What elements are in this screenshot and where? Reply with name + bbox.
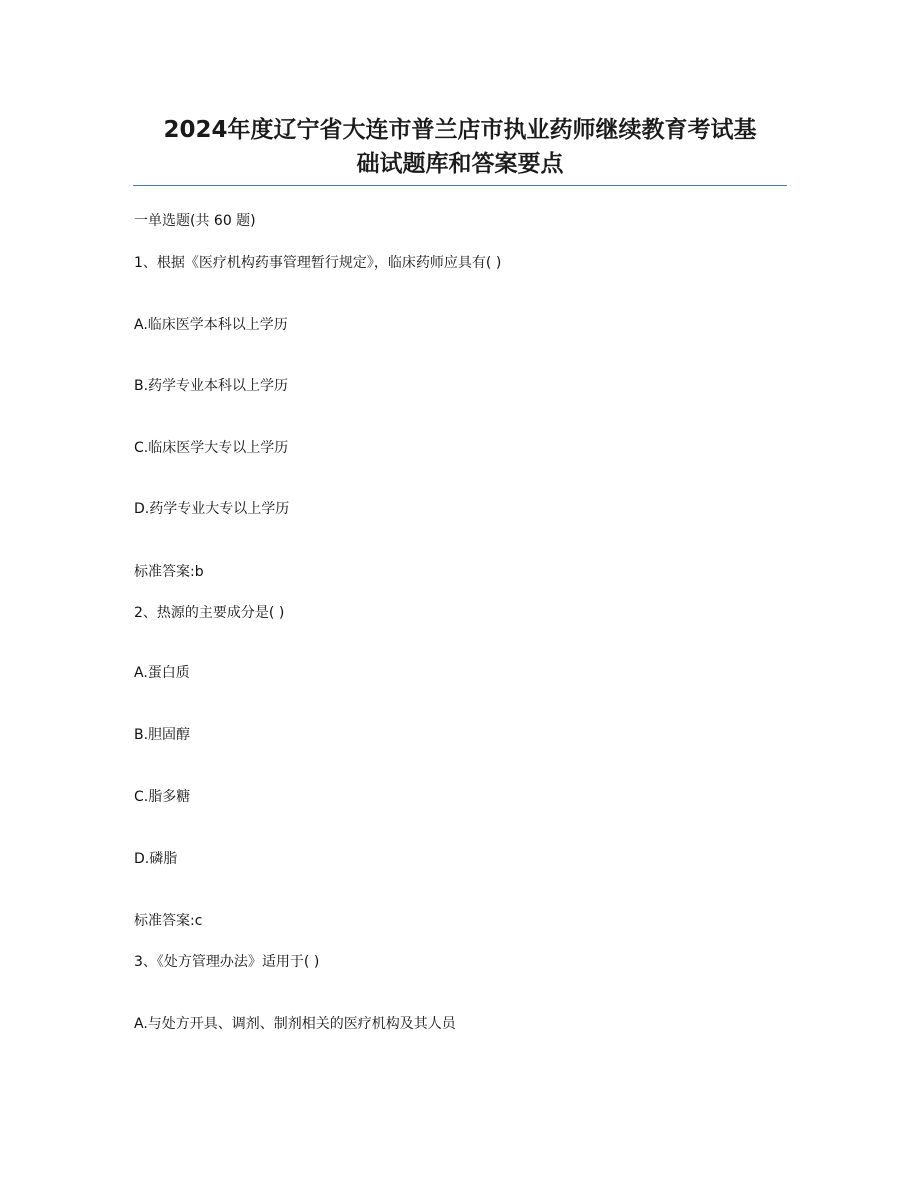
title-line-1: 2024年度辽宁省大连市普兰店市执业药师继续教育考试基 [163, 117, 757, 143]
question-3-text: 3、《处方管理办法》适用于( ) [134, 954, 320, 970]
question-1-text: 1、根据《医疗机构药事管理暂行规定》，临床药师应具有( ) [134, 255, 502, 271]
question-1-option-a: A.临床医学本科以上学历 [134, 317, 288, 333]
question-1-answer: 标准答案:b [134, 564, 204, 580]
question-3-option-a: A.与处方开具、调剂、制剂相关的医疗机构及其人员 [134, 1016, 456, 1032]
question-2-option-b: B.胆固醇 [134, 727, 191, 743]
question-2-answer: 标准答案:c [134, 913, 203, 929]
question-2-text: 2、热源的主要成分是( ) [134, 605, 285, 621]
question-1-option-b: B.药学专业本科以上学历 [134, 378, 289, 394]
question-1-option-d: D.药学专业大专以上学历 [134, 501, 290, 517]
document-title [120, 113, 800, 181]
question-2-option-d: D.磷脂 [134, 851, 178, 867]
question-2-option-c: C.脂多糖 [134, 789, 191, 805]
title-line-2: 础试题库和答案要点 [356, 151, 564, 177]
question-1-option-c: C.临床医学大专以上学历 [134, 440, 289, 456]
question-2-option-a: A.蛋白质 [134, 665, 190, 681]
title-divider [133, 185, 787, 186]
section-heading: 一单选题(共 60 题) [134, 213, 256, 229]
